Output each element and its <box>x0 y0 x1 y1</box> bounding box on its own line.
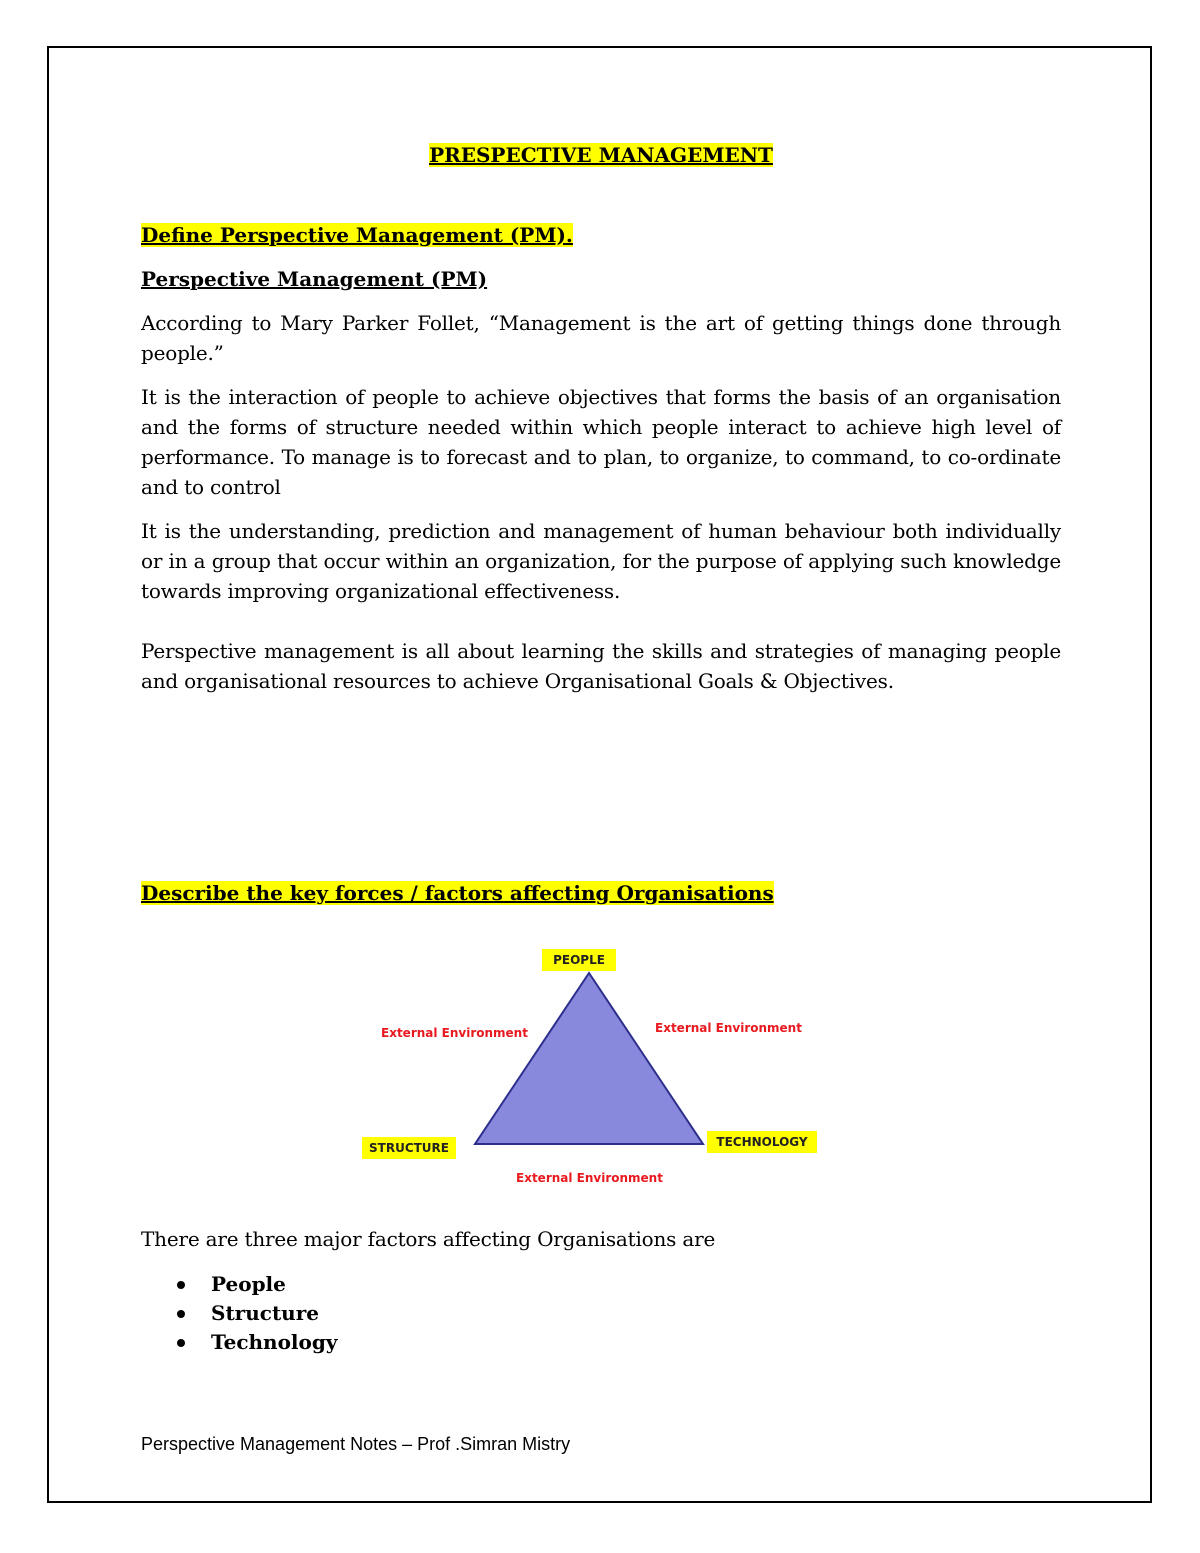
list-item-technology <box>141 1328 337 1357</box>
triangle-svg <box>355 940 825 1200</box>
bullet-icon <box>177 1339 185 1347</box>
section-forces-heading-text: Describe the key forces / factors affecting Organisations <box>141 881 774 905</box>
factor-technology: Technology <box>211 1330 338 1354</box>
page-title <box>141 140 1061 170</box>
label-external-environment-left: External Environment <box>381 1026 528 1040</box>
section-define-heading-text: Define Perspective Management (PM). <box>141 223 573 247</box>
bullet-icon <box>177 1281 185 1289</box>
label-external-environment-right: External Environment <box>655 1021 802 1035</box>
section-forces-heading <box>141 878 774 908</box>
bullet-icon <box>177 1310 185 1318</box>
paragraph-follet-quote: According to Mary Parker Follet, “Management is the art of getting things done through people.” <box>141 311 1061 365</box>
paragraph-understanding: It is the understanding, prediction and management of human behaviour both individually or in a group that occur within an organization, for the purpose of applying such knowledge towards improving organizational effectiveness. <box>141 519 1061 603</box>
section-pm-subheading: Perspective Management (PM) <box>141 267 488 291</box>
list-item-structure <box>141 1299 337 1328</box>
paragraph-skills: Perspective management is all about learning the skills and strategies of managing people and organisational resources to achieve Organisational Goals & Objectives. <box>141 639 1061 693</box>
label-people: PEOPLE <box>542 949 616 971</box>
page-title-text: PRESPECTIVE MANAGEMENT <box>429 143 773 167</box>
factors-intro: There are three major factors affecting Organisations are <box>141 1227 716 1251</box>
page-footer: Perspective Management Notes – Prof .Simran Mistry <box>141 1434 571 1454</box>
label-structure: STRUCTURE <box>362 1137 456 1159</box>
list-item-people <box>141 1270 337 1299</box>
paragraph-interaction: It is the interaction of people to achieve objectives that forms the basis of an organisation and the forms of structure needed within which people interact to achieve high level of performance. To manage is to forecast and to plan, to organize, to command, to co-ordinate and to control <box>141 385 1061 499</box>
factor-people: People <box>211 1272 286 1296</box>
section-define-heading <box>141 220 1061 250</box>
forces-triangle-diagram <box>355 940 825 1200</box>
label-external-environment-bottom: External Environment <box>516 1171 663 1185</box>
factors-list <box>141 1270 337 1357</box>
triangle-shape <box>475 973 703 1144</box>
document-body <box>141 140 1061 696</box>
label-technology: TECHNOLOGY <box>707 1131 817 1153</box>
factor-structure: Structure <box>211 1301 319 1325</box>
